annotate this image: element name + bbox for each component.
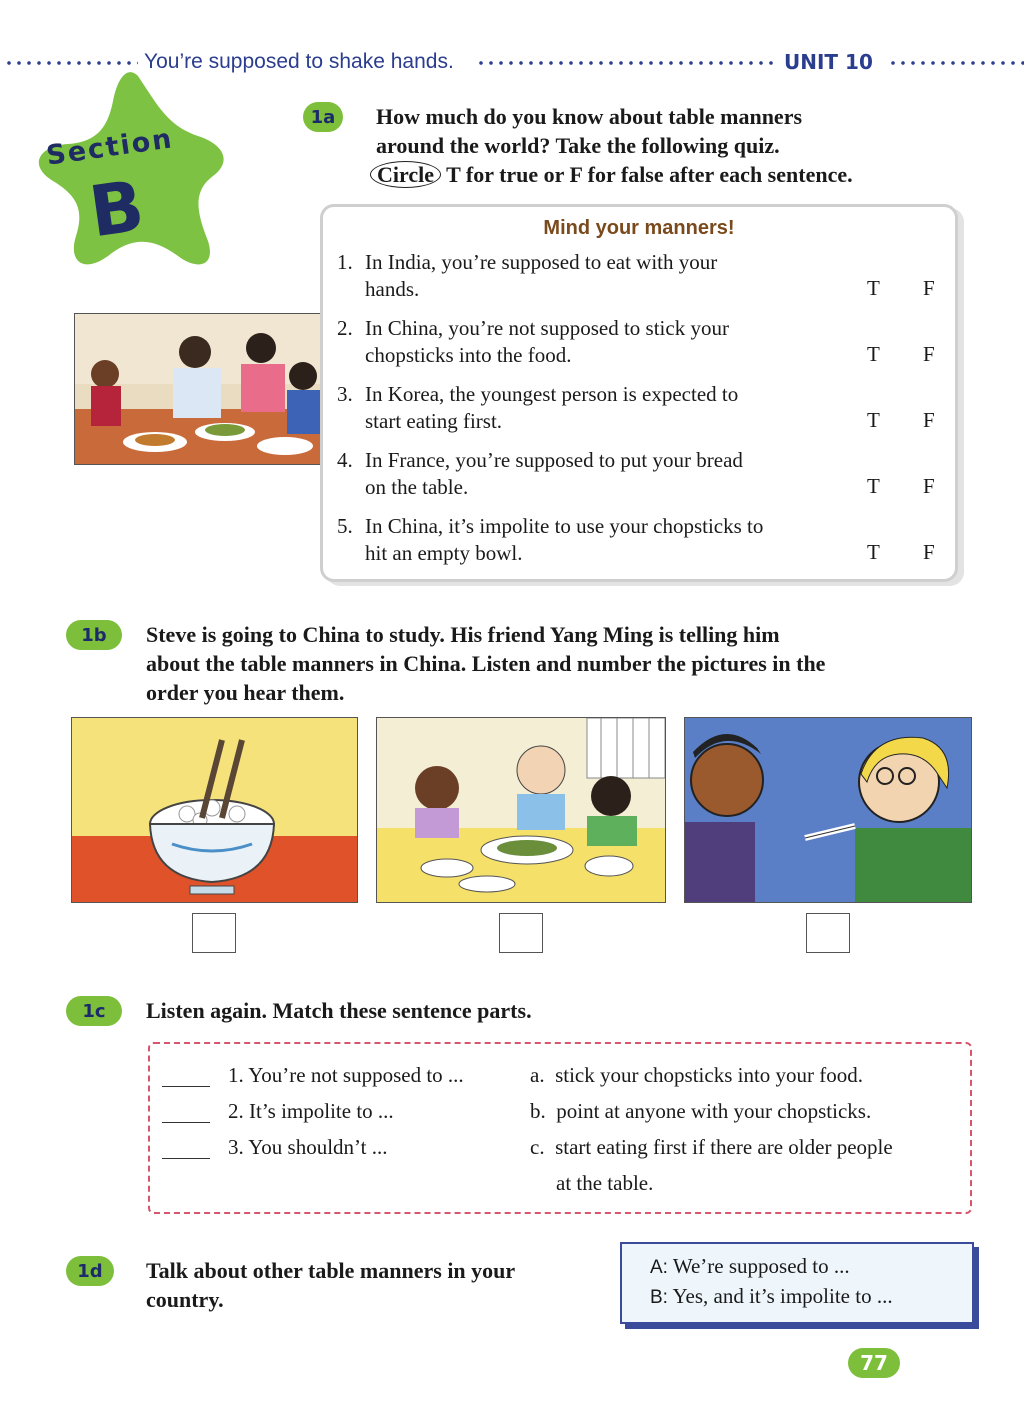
true-option[interactable]: T	[867, 276, 880, 300]
dialog-box	[620, 1242, 974, 1324]
circle-instruction-rest: T for true or F for false after each sentence.	[446, 162, 853, 187]
match-right-item: b. point at anyone with your chopsticks.	[530, 1099, 872, 1123]
quiz-item-text-line-1: In China, you’re not supposed to stick your	[365, 316, 729, 340]
false-option[interactable]: F	[923, 408, 935, 432]
answer-box[interactable]	[192, 913, 236, 953]
activity-1b-instruction-line-3: order you hear them.	[146, 680, 345, 705]
dialog-line	[650, 1284, 893, 1309]
activity-1d-instruction-line-1: Talk about other table manners in your	[146, 1258, 516, 1283]
quiz-item-text-line-2: start eating first.	[365, 409, 503, 433]
quiz-item-text-line-2: chopsticks into the food.	[365, 343, 572, 367]
pointing-chopsticks-picture	[684, 717, 972, 903]
rice-bowl-chopsticks-picture	[71, 717, 358, 903]
section-letter: B	[84, 164, 149, 254]
false-option[interactable]: F	[923, 540, 935, 564]
false-option[interactable]: F	[923, 474, 935, 498]
match-box	[148, 1042, 972, 1214]
activity-1a-instruction-line-2: around the world? Take the following quiz.	[376, 133, 780, 158]
answer-blank[interactable]	[162, 1158, 210, 1159]
quiz-item-text-line-1: In Korea, the youngest person is expected to	[365, 382, 739, 406]
quiz-item-number: 5.	[337, 514, 353, 538]
quiz-item-number: 3.	[337, 382, 353, 406]
activity-1c-label: 1c	[66, 996, 122, 1026]
true-option[interactable]: T	[867, 342, 880, 366]
match-left-item: 3. You shouldn’t ...	[228, 1135, 388, 1159]
section-word: Section	[44, 123, 176, 172]
header-dots-middle	[476, 60, 776, 66]
activity-1d-instruction-line-2: country.	[146, 1287, 224, 1312]
quiz-item-number: 4.	[337, 448, 353, 472]
quiz-box	[320, 204, 958, 582]
false-option[interactable]: F	[923, 276, 935, 300]
quiz-item-text-line-1: In China, it’s impolite to use your chopsticks to	[365, 514, 764, 538]
circle-word: Circle	[370, 161, 441, 188]
family-dinner-photo	[74, 313, 330, 465]
answer-box[interactable]	[499, 913, 543, 953]
quiz-item-text-line-2: hit an empty bowl.	[365, 541, 523, 565]
activity-1a-instruction-line-3	[370, 160, 853, 189]
answer-blank[interactable]	[162, 1122, 210, 1123]
quiz-item-text-line-2: hands.	[365, 277, 420, 301]
match-left-item: 1. You’re not supposed to ...	[228, 1063, 464, 1087]
quiz-item-text-line-2: on the table.	[365, 475, 469, 499]
match-left-item: 2. It’s impolite to ...	[228, 1099, 394, 1123]
activity-1d-label: 1d	[66, 1256, 114, 1286]
match-right-item-continued: at the table.	[556, 1171, 654, 1195]
family-table-picture	[376, 717, 666, 903]
quiz-title: Mind your manners!	[543, 217, 735, 239]
answer-blank[interactable]	[162, 1086, 210, 1087]
quiz-item-text-line-1: In France, you’re supposed to put your bread	[365, 448, 743, 472]
true-option[interactable]: T	[867, 474, 880, 498]
true-option[interactable]: T	[867, 408, 880, 432]
activity-1b-instruction-line-2: about the table manners in China. Listen and number the pictures in the	[146, 651, 826, 676]
match-right-item: c. start eating first if there are older people	[530, 1135, 893, 1159]
quiz-item-text-line-1: In India, you’re supposed to eat with your	[365, 250, 718, 274]
quiz-item-number: 2.	[337, 316, 353, 340]
dialog-line	[650, 1254, 850, 1279]
true-option[interactable]: T	[867, 540, 880, 564]
false-option[interactable]: F	[923, 342, 935, 366]
header-title: You’re supposed to shake hands.	[144, 50, 454, 73]
quiz-item-number: 1.	[337, 250, 353, 274]
dialog-text: Yes, and it’s impolite to ...	[672, 1284, 893, 1308]
activity-1a-instruction-line-1: How much do you know about table manners	[376, 104, 803, 129]
header-dots-right	[888, 60, 1024, 66]
dialog-text: We’re supposed to ...	[672, 1254, 850, 1278]
speaker-label: A:	[650, 1257, 668, 1278]
answer-box[interactable]	[806, 913, 850, 953]
activity-1b-instruction-line-1: Steve is going to China to study. His friend Yang Ming is telling him	[146, 622, 780, 647]
speaker-label: B:	[650, 1287, 668, 1308]
section-badge	[18, 66, 238, 286]
unit-label: UNIT 10	[784, 50, 873, 74]
activity-1c-instruction: Listen again. Match these sentence parts.	[146, 998, 532, 1023]
activity-1b-label: 1b	[66, 620, 122, 650]
match-right-item: a. stick your chopsticks into your food.	[530, 1063, 864, 1087]
activity-1a-label: 1a	[303, 102, 343, 132]
page-number: 77	[848, 1348, 900, 1378]
